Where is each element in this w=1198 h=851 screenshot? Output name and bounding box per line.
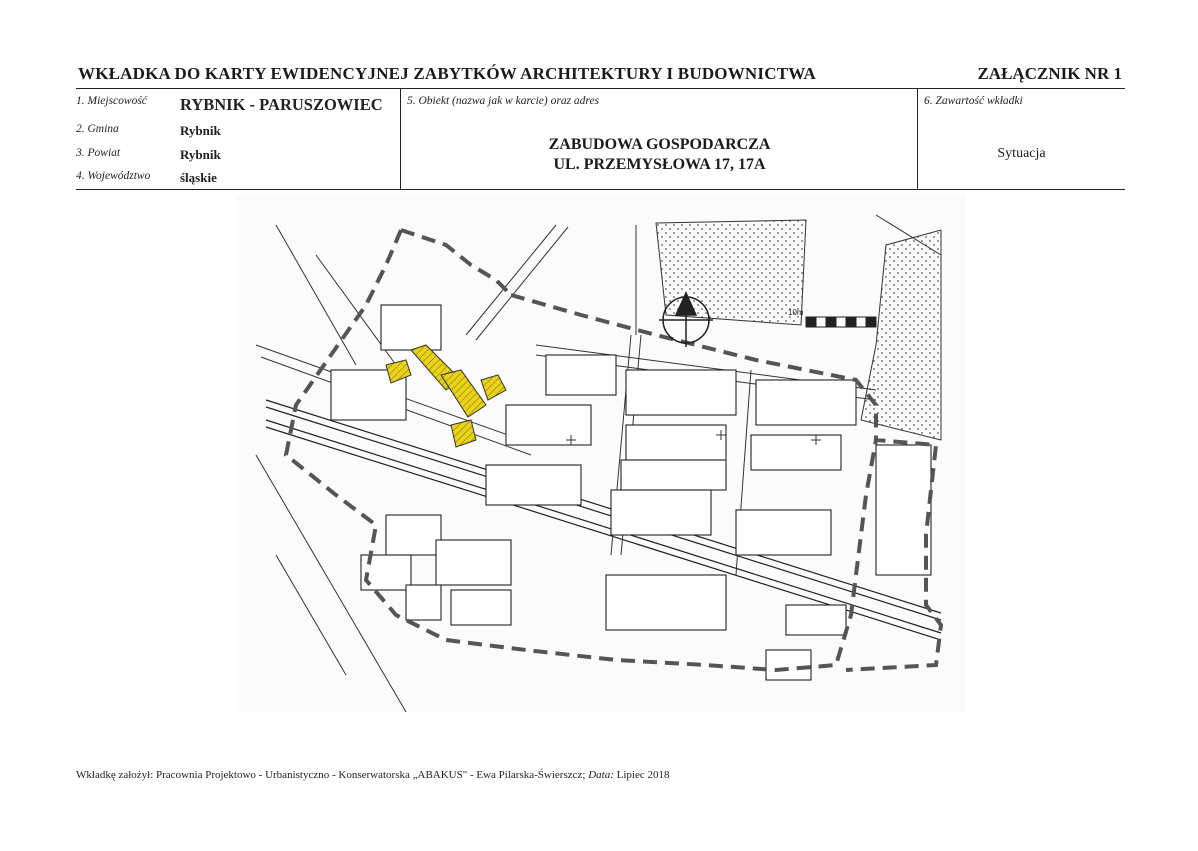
locality-label: 1. Miejscowość <box>76 95 147 107</box>
county-label: 3. Powiat <box>76 147 121 159</box>
dotted-area-east <box>861 230 941 440</box>
object-name-line1: ZABUDOWA GOSPODARCZA <box>548 136 771 153</box>
locality-value: RYBNIK - PARUSZOWIEC <box>180 95 383 114</box>
footer-note <box>76 769 669 781</box>
content-value: Sytuacja <box>997 146 1046 161</box>
object-label: 5. Obiekt (nazwa jak w karcie) oraz adres <box>407 95 600 107</box>
object-name-line2: UL. PRZEMYSŁOWA 17, 17A <box>553 156 766 173</box>
document-title: WKŁADKA DO KARTY EWIDENCYJNEJ ZABYTKÓW ARCHITEKTURY I BUDOWNICTWA <box>78 64 817 83</box>
scale-bar <box>806 317 876 327</box>
site-plan-drawing <box>236 195 966 712</box>
voivodeship-label: 4. Województwo <box>76 170 151 182</box>
footer-author: Wkładkę założył: Pracownia Projektowo - Urbanistyczno - Konserwatorska „ABAKUS" - Ewa Pilarska-Świerszcz; <box>76 769 586 781</box>
content-label: 6. Zawartość wkładki <box>924 95 1023 107</box>
footer-date-value: Lipiec 2018 <box>616 769 670 781</box>
location-column <box>76 89 400 189</box>
content-column <box>917 89 1125 189</box>
object-column <box>400 89 918 189</box>
commune-value: Rybnik <box>180 123 221 138</box>
voivodeship-value: śląskie <box>180 170 217 185</box>
footer-date-label: Data: <box>588 769 614 781</box>
county-value: Rybnik <box>180 147 221 162</box>
commune-label: 2. Gmina <box>76 123 119 135</box>
scale-label: 10m <box>788 308 804 317</box>
annex-label: ZAŁĄCZNIK NR 1 <box>977 64 1122 83</box>
site-plan-map <box>236 195 966 712</box>
info-table <box>76 88 1125 190</box>
